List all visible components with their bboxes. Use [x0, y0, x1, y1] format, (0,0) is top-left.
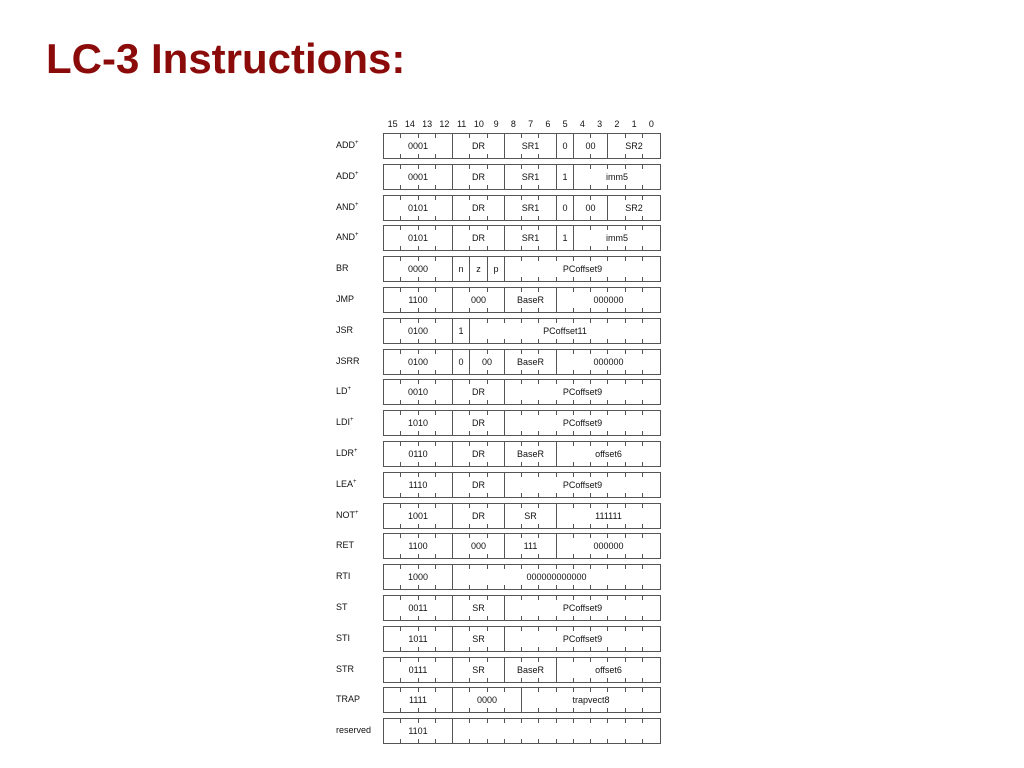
bit-field: 0001: [384, 134, 453, 158]
bit-field: 1001: [384, 504, 453, 528]
instruction-mnemonic: LDR+: [336, 448, 358, 458]
bit-field: 00: [470, 350, 505, 374]
sets-condition-codes-marker: +: [355, 170, 359, 177]
bit-field: 1000: [384, 565, 453, 589]
bit-field: 0111: [384, 658, 453, 682]
encoding-box: [383, 379, 661, 405]
bit-field: 0000: [453, 688, 522, 712]
bit-field: SR1: [505, 134, 557, 158]
bit-number: 0: [648, 119, 654, 129]
bit-number: 3: [597, 119, 603, 129]
bit-field: 000: [453, 288, 505, 312]
encoding-box: [383, 287, 661, 313]
bit-field: PCoffset9: [562, 603, 603, 613]
bit-number: 5: [562, 119, 568, 129]
instruction-row: [0, 533, 1024, 559]
bit-field: DR: [453, 196, 505, 220]
bit-field: DR: [453, 411, 505, 435]
bit-field: 0: [557, 196, 574, 220]
instruction-mnemonic: LD+: [336, 386, 352, 397]
encoding-box: [383, 657, 661, 683]
encoding-box: [383, 503, 661, 529]
encoding-box: [383, 595, 661, 621]
bit-number-header: [383, 119, 663, 131]
instruction-row: [0, 657, 1024, 683]
slide-title: LC-3 Instructions:: [46, 35, 406, 82]
bit-field: PCoffset9: [562, 418, 603, 429]
bit-number: 1: [631, 119, 637, 129]
instruction-mnemonic: RET: [336, 540, 354, 551]
instruction-mnemonic: STR: [336, 663, 354, 674]
instruction-row: [0, 626, 1024, 652]
bit-field: 0100: [384, 319, 453, 343]
bit-field: imm5: [606, 233, 628, 244]
bit-number: 4: [579, 119, 585, 129]
bit-field: 1: [557, 226, 574, 250]
sets-condition-codes-marker: +: [355, 201, 359, 208]
bit-field: 0011: [384, 596, 453, 620]
encoding-box: [383, 256, 661, 282]
bit-field: 00: [574, 134, 608, 158]
sets-condition-codes-marker: +: [353, 478, 357, 485]
instruction-mnemonic: LEA+: [336, 478, 357, 489]
bit-field: 0100: [384, 350, 453, 374]
bit-field: 00: [574, 196, 608, 220]
bit-field: 1: [557, 165, 574, 189]
instruction-row: [0, 349, 1024, 375]
bit-field: 000000: [593, 541, 624, 552]
instruction-row: [0, 595, 1024, 621]
encoding-box: [383, 718, 661, 744]
instruction-mnemonic: ADD+: [336, 140, 359, 150]
bit-field: p: [488, 257, 505, 281]
instruction-row: [0, 195, 1024, 221]
bit-field: SR: [453, 658, 505, 682]
instruction-row: [0, 564, 1024, 590]
instruction-mnemonic: AND+: [336, 201, 359, 212]
bit-field: DR: [453, 442, 505, 466]
sets-condition-codes-marker: +: [355, 232, 359, 239]
bit-field: 1010: [384, 411, 453, 435]
instruction-row: [0, 256, 1024, 282]
bit-field: [453, 719, 660, 743]
instruction-row: [0, 503, 1024, 529]
bit-field: imm5: [606, 171, 628, 182]
instruction-mnemonic: JSRR: [336, 355, 360, 366]
bit-field: 1110: [384, 473, 453, 497]
bit-field: SR1: [505, 196, 557, 220]
instruction-mnemonic: reserved: [336, 725, 372, 736]
bit-field: trapvect8: [572, 695, 610, 706]
bit-field: PCoffset9: [562, 479, 603, 490]
bit-field: offset6: [595, 664, 622, 675]
instruction-mnemonic: NOT+: [336, 509, 359, 520]
instruction-row: [0, 472, 1024, 498]
bit-field: SR: [453, 596, 505, 620]
bit-field: 1100: [384, 288, 453, 312]
encoding-box: [383, 349, 661, 375]
bit-field: BaseR: [505, 288, 557, 312]
encoding-box: [383, 687, 661, 713]
bit-field: SR2: [625, 202, 643, 213]
bit-field: BaseR: [505, 442, 557, 466]
bit-field: 1111: [384, 688, 453, 712]
bit-field: 0101: [384, 196, 453, 220]
encoding-box: [383, 225, 661, 251]
bit-field: PCoffset9: [562, 264, 603, 275]
bit-field: 111: [505, 534, 557, 558]
encoding-box: [383, 441, 661, 467]
bit-field: 0101: [384, 226, 453, 250]
bit-number: 13: [422, 119, 433, 129]
bit-field: BaseR: [505, 350, 557, 374]
bit-field: SR1: [505, 226, 557, 250]
instruction-mnemonic: JSR: [336, 324, 354, 335]
bit-field: 0010: [384, 380, 453, 404]
instruction-mnemonic: LDI+: [336, 417, 354, 428]
instruction-mnemonic: ADD+: [336, 170, 359, 181]
instruction-row: [0, 441, 1024, 467]
encoding-box: [383, 133, 661, 159]
sets-condition-codes-marker: +: [350, 417, 354, 424]
bit-field: 111111: [595, 510, 622, 521]
bit-field: SR: [453, 627, 505, 651]
bit-field: PCoffset9: [562, 387, 603, 398]
instruction-row: [0, 718, 1024, 744]
bit-number: 6: [545, 119, 551, 129]
bit-field: PCoffset9: [562, 633, 603, 644]
instruction-mnemonic: ST: [336, 602, 348, 612]
bit-field: 0000: [384, 257, 453, 281]
instruction-row: [0, 410, 1024, 436]
bit-field: offset6: [595, 449, 622, 459]
bit-field: 000: [453, 534, 505, 558]
instruction-mnemonic: JMP: [336, 294, 354, 304]
instruction-mnemonic: RTI: [336, 571, 351, 582]
instruction-row: [0, 687, 1024, 713]
bit-field: 000000: [593, 356, 624, 367]
bit-number: 12: [439, 119, 450, 129]
instruction-mnemonic: STI: [336, 632, 351, 643]
bit-field: DR: [453, 504, 505, 528]
bit-field: PCoffset11: [543, 325, 587, 336]
bit-field: 000000000000: [526, 572, 587, 583]
bit-field: DR: [453, 380, 505, 404]
bit-field: 1100: [384, 534, 453, 558]
bit-field: 1101: [384, 719, 453, 743]
bit-field: BaseR: [505, 658, 557, 682]
instruction-row: [0, 164, 1024, 190]
encoding-box: [383, 472, 661, 498]
bit-field: 0: [453, 350, 470, 374]
bit-field: DR: [453, 165, 505, 189]
encoding-box: [383, 410, 661, 436]
bit-field: SR: [505, 504, 557, 528]
encoding-box: [383, 195, 661, 221]
bit-number: 8: [510, 119, 516, 129]
bit-field: 0110: [384, 442, 453, 466]
instruction-mnemonic: BR: [336, 263, 349, 274]
bit-field: DR: [453, 134, 505, 158]
sets-condition-codes-marker: +: [354, 448, 358, 454]
bit-field: n: [453, 257, 470, 281]
bit-number: 11: [456, 119, 467, 129]
instruction-row: [0, 133, 1024, 159]
instruction-row: [0, 225, 1024, 251]
sets-condition-codes-marker: +: [355, 140, 359, 146]
sets-condition-codes-marker: +: [355, 509, 359, 516]
bit-number: 7: [528, 119, 534, 129]
bit-number: 14: [404, 119, 415, 129]
sets-condition-codes-marker: +: [347, 386, 352, 393]
bit-field: 1: [453, 319, 470, 343]
instruction-mnemonic: AND+: [336, 232, 359, 243]
bit-field: DR: [453, 473, 505, 497]
instruction-row: [0, 379, 1024, 405]
bit-number: 2: [614, 119, 620, 129]
bit-field: 1011: [384, 627, 453, 651]
bit-number: 15: [387, 119, 398, 129]
instruction-row: [0, 318, 1024, 344]
bit-field: 0001: [384, 165, 453, 189]
bit-number: 9: [493, 119, 499, 129]
encoding-box: [383, 164, 661, 190]
bit-number: 10: [473, 119, 484, 129]
bit-field: SR2: [625, 141, 643, 151]
encoding-box: [383, 564, 661, 590]
bit-field: 0: [557, 134, 574, 158]
bit-field: z: [470, 257, 488, 281]
bit-field: DR: [453, 226, 505, 250]
encoding-box: [383, 626, 661, 652]
encoding-box: [383, 533, 661, 559]
instruction-row: [0, 287, 1024, 313]
bit-field: SR1: [505, 165, 557, 189]
instruction-mnemonic: TRAP: [336, 694, 361, 705]
bit-field: 000000: [593, 295, 624, 305]
encoding-box: [383, 318, 661, 344]
